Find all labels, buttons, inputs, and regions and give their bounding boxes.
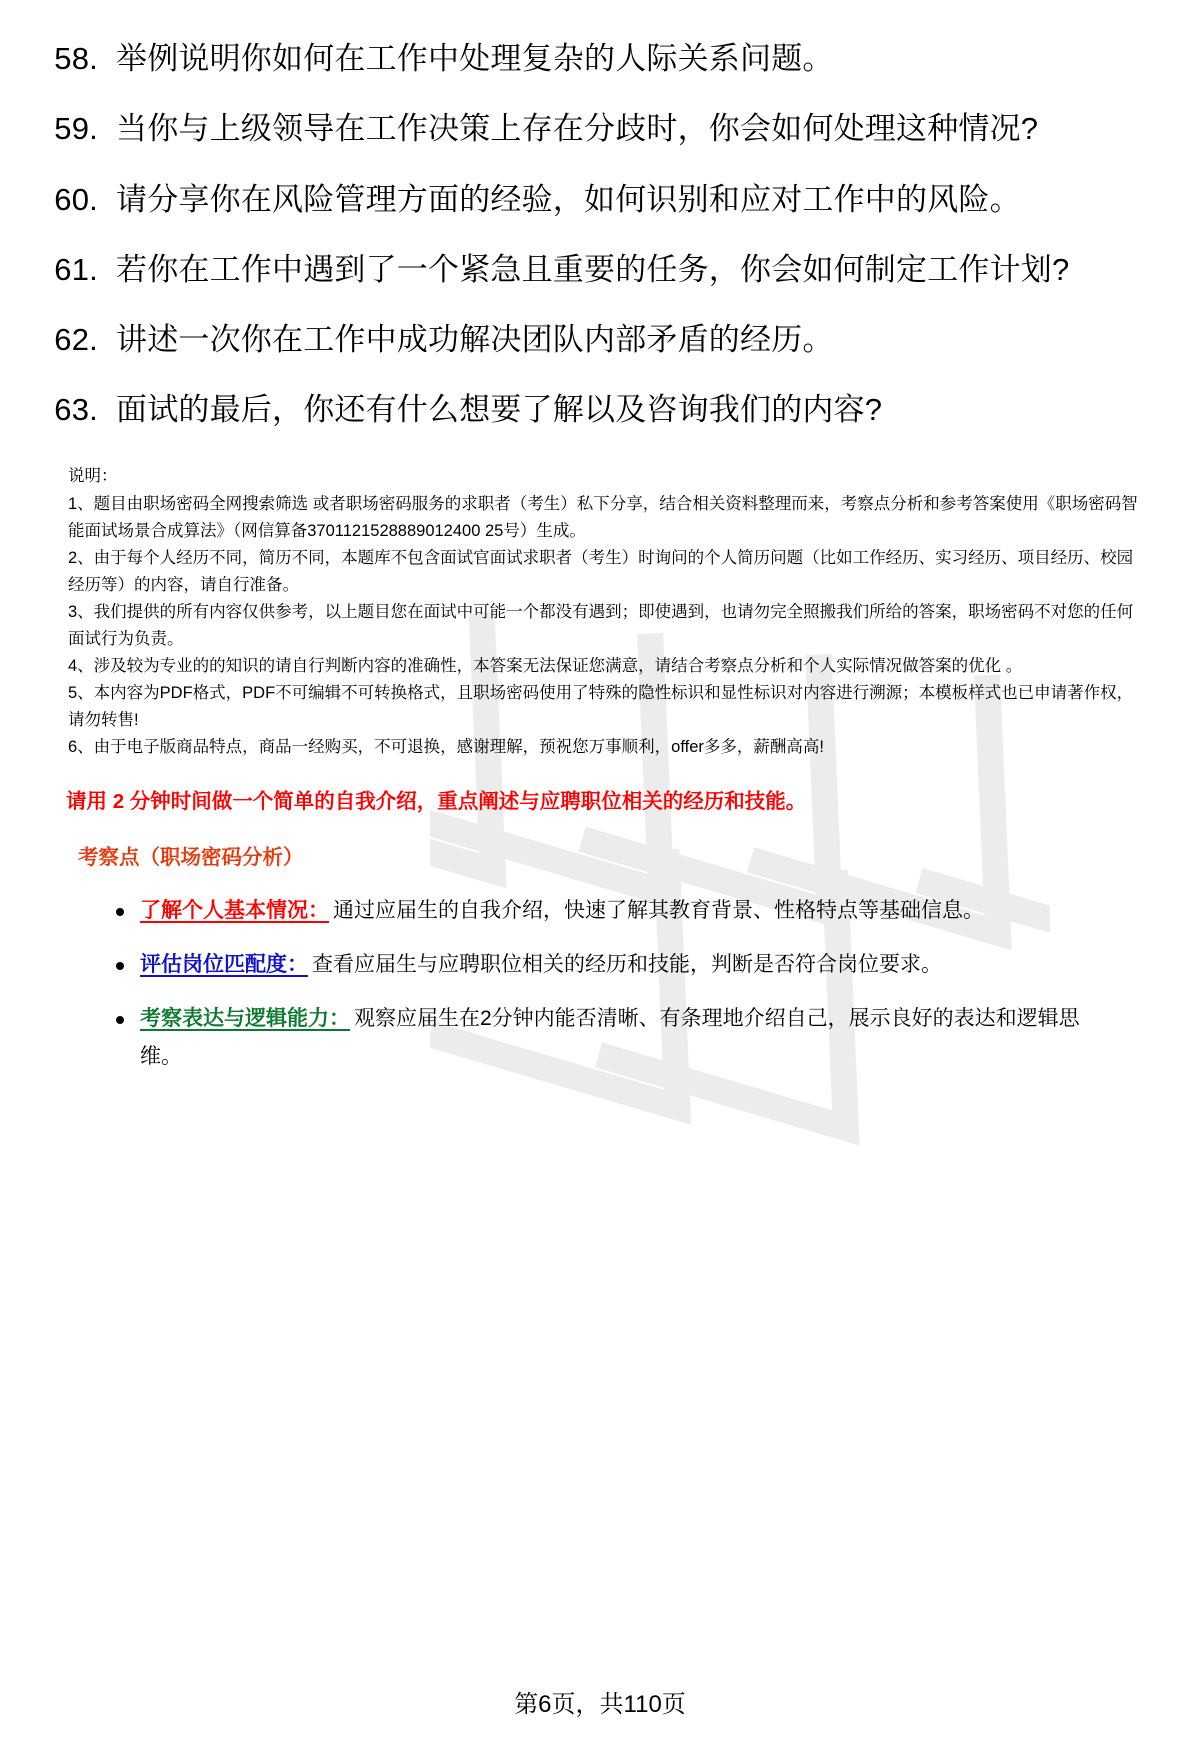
question-item xyxy=(44,387,1138,432)
bullet-text: 通过应届生的自我介绍，快速了解其教育背景、性格特点等基础信息。 xyxy=(333,898,984,922)
note-item: 4、涉及较为专业的的知识的请自行判断内容的准确性，本答案无法保证您满意，请结合考察点分析和个人实际情况做答案的优化 。 xyxy=(68,656,1023,675)
bullet-label: 评估岗位匹配度： xyxy=(140,952,308,976)
question-number: 61. xyxy=(54,251,98,287)
note-item: 3、我们提供的所有内容仅供参考，以上题目您在面试中可能一个都没有遇到；即使遇到，也请勿完全照搬我们所给的答案，职场密码不对您的任何面试行为负责。 xyxy=(68,602,1134,648)
notes-title: 说明： xyxy=(68,466,118,485)
question-item xyxy=(44,247,1138,292)
question-text: 面试的最后，你还有什么想要了解以及咨询我们的内容? xyxy=(116,392,883,428)
question-list xyxy=(44,36,1138,433)
note-item: 6、由于电子版商品特点，商品一经购买，不可退换，感谢理解，预祝您万事顺利，offer多多，薪酬高高! xyxy=(68,737,824,756)
list-item xyxy=(140,1000,1098,1076)
page-footer: 第6页，共110页 xyxy=(514,1691,686,1718)
question-item xyxy=(44,317,1138,362)
note-item: 1、题目由职场密码全网搜索筛选 或者职场密码服务的求职者（考生）私下分享，结合相关资料整理而来，考察点分析和参考答案使用《职场密码智能面试场景合成算法》（网信算备3701121528889012400 25号）生成。 xyxy=(68,494,1138,540)
note-item: 2、由于每个人经历不同，简历不同，本题库不包含面试官面试求职者（考生）时询问的个人简历问题（比如工作经历、实习经历、项目经历、校园经历等）的内容，请自行准备。 xyxy=(68,548,1134,594)
question-item xyxy=(44,177,1138,222)
note-item: 5、本内容为PDF格式，PDF不可编辑不可转换格式，且职场密码使用了特殊的隐性标识和显性标识对内容进行溯源；本模板样式也已申请著作权，请勿转售! xyxy=(68,683,1134,729)
question-item xyxy=(44,106,1138,151)
question-text: 举例说明你如何在工作中处理复杂的人际关系问题。 xyxy=(116,41,834,76)
assessment-points-heading: 考察点（职场密码分析） xyxy=(78,845,304,869)
list-item xyxy=(140,946,1098,984)
self-introduction-prompt: 请用 2 分钟时间做一个简单的自我介绍，重点阐述与应聘职位相关的经历和技能。 xyxy=(66,790,807,814)
question-text: 讲述一次你在工作中成功解决团队内部矛盾的经历。 xyxy=(116,322,834,357)
question-text: 若你在工作中遇到了一个紧急且重要的任务，你会如何制定工作计划? xyxy=(116,251,1070,287)
bullet-text: 观察应届生在2分钟内能否清晰、有条理地介绍自己，展示良好的表达和逻辑思维。 xyxy=(140,1007,1080,1069)
question-number: 59. xyxy=(54,111,98,147)
question-item xyxy=(44,36,1138,81)
question-text: 当你与上级领导在工作决策上存在分歧时，你会如何处理这种情况? xyxy=(116,111,1039,147)
question-number: 58. xyxy=(54,41,98,76)
question-number: 60. xyxy=(54,181,98,217)
question-text: 请分享你在风险管理方面的经验，如何识别和应对工作中的风险。 xyxy=(116,181,1021,217)
question-number: 62. xyxy=(54,322,98,357)
list-item xyxy=(140,892,1098,930)
bullet-text: 查看应届生与应聘职位相关的经历和技能，判断是否符合岗位要求。 xyxy=(312,952,942,976)
assessment-points-list xyxy=(44,892,1138,1077)
question-number: 63. xyxy=(54,392,98,428)
bullet-label: 考察表达与逻辑能力： xyxy=(140,1007,350,1031)
bullet-label: 了解个人基本情况： xyxy=(140,898,329,922)
notes-block xyxy=(68,463,1138,762)
